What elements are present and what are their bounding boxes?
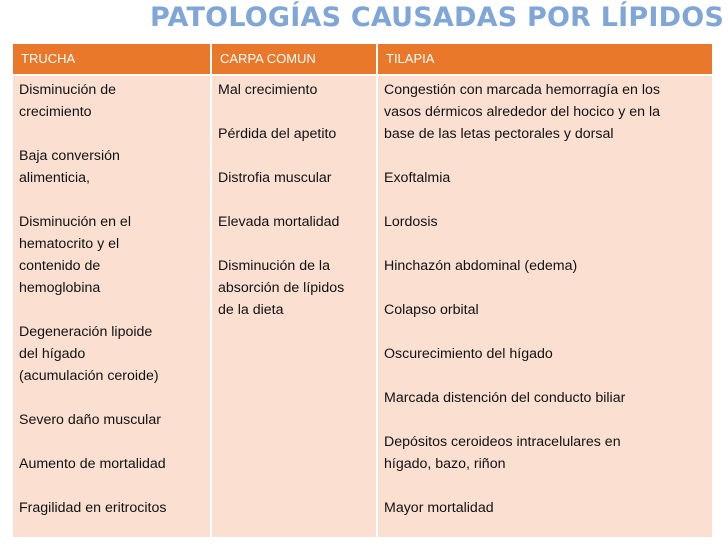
column-header-trucha: TRUCHA	[13, 44, 210, 74]
cell-trucha-pathologies: Disminución de crecimiento Baja conversión alimenticia, Disminución en el hematocrito y el contenido de hemoglobina Degeneración lipoide del hígado (acumulación ceroide) Severo daño muscular Aumento de mortalidad Fragilidad en eritrocitos	[13, 76, 210, 537]
column-header-tilapia: TILAPIA	[378, 44, 712, 74]
slide-title: PATOLOGÍAS CAUSADAS POR LÍPIDOS	[150, 2, 724, 33]
cell-carpa-comun-pathologies: Mal crecimiento Pérdida del apetito Distrofia muscular Elevada mortalidad Disminución de la absorción de lípidos de la dieta	[212, 76, 376, 537]
cell-tilapia-pathologies: Congestión con marcada hemorragía en los vasos dérmicos alrededor del hocico y en la base de las letas pectorales y dorsal Exoftalmia Lordosis Hinchazón abdominal (edema) Colapso orbital Oscurecimiento del hígado Marcada distención del conducto biliar Depósitos ceroideos intracelulares en hígado, bazo, riñon Mayor mortalidad	[378, 76, 712, 537]
column-header-carpa-comun: CARPA COMUN	[212, 44, 376, 74]
pathology-table	[13, 44, 712, 537]
